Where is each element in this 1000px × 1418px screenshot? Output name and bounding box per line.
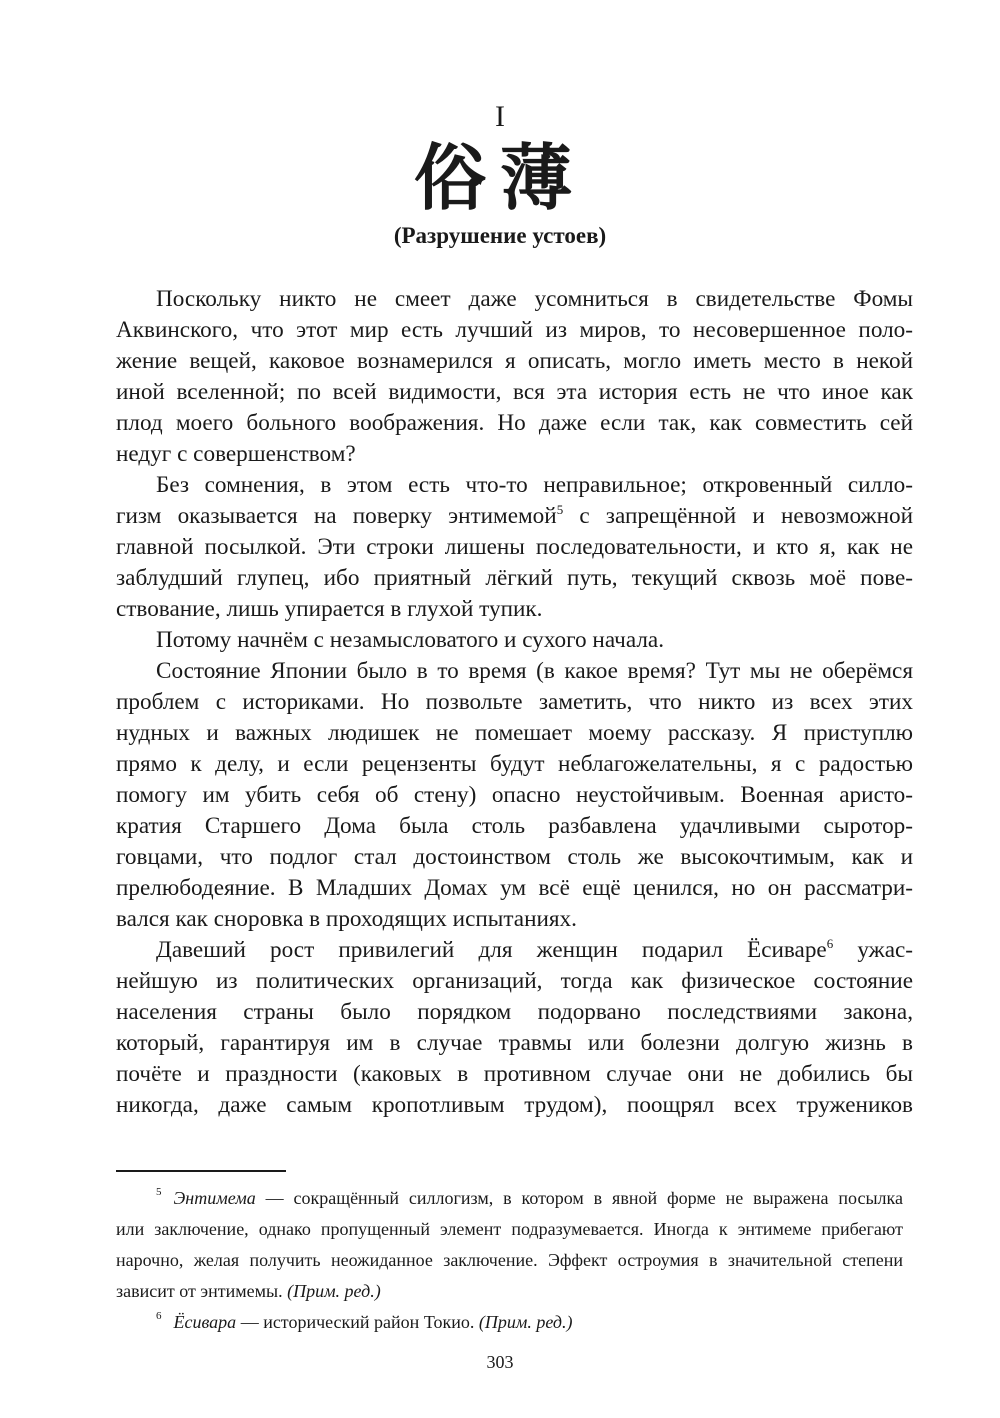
text-segment: с запрещённой и невозможной	[563, 503, 913, 529]
text-segment: Потому начнём с незамысловатого и сухого начала.	[156, 627, 664, 653]
text-line	[116, 1059, 913, 1090]
text-segment: Ёсивара	[173, 1312, 237, 1332]
text-line	[116, 718, 913, 749]
chapter-title-kanji: 俗薄	[413, 136, 586, 220]
text-segment: почёте и праздности (каковых в противном случае они не добились бы	[116, 1061, 913, 1087]
text-segment: гизм оказывается на поверку энтимемой	[116, 503, 557, 529]
text-segment: Энтимема	[173, 1188, 256, 1208]
text-line	[116, 625, 913, 656]
text-segment: говцами, что подлог стал достоинством столь же высокочтимым, как и	[116, 844, 913, 870]
text-segment: плод моего больного воображения. Но даже если так, как совместить сей	[116, 410, 913, 436]
footnote-divider	[116, 1170, 286, 1172]
text-segment: проблем с историками. Но позвольте заметить, что никто из всех этих	[116, 689, 913, 715]
text-line	[116, 811, 913, 842]
footnote	[116, 1183, 903, 1307]
paragraph	[116, 284, 913, 470]
text-segment: нудных и важных людишек не помешает моему рассказу. Я приступлю	[116, 720, 913, 746]
text-segment: или заключение, однако пропущенный элемент подразумевается. Иногда к энтимеме прибегают	[116, 1219, 903, 1239]
text-segment: Давеший рост привилегий для женщин подарил Ёсиваре	[156, 937, 827, 963]
text-segment: — сокращённый силлогизм, в котором в явной форме не выражена посылка	[255, 1188, 903, 1208]
text-line	[116, 842, 913, 873]
text-line	[116, 966, 913, 997]
text-line	[116, 532, 913, 563]
text-line	[116, 377, 913, 408]
text-segment: прямо к делу, и если рецензенты будут неблагожелательны, я с радостью	[116, 751, 913, 777]
footnote	[116, 1307, 903, 1338]
text-line	[116, 1028, 913, 1059]
text-segment: Без сомнения, в этом есть что-то неправильное; откровенный силло-	[156, 472, 913, 498]
footnotes	[116, 1183, 903, 1338]
text-segment: (Прим. ред.)	[478, 1312, 573, 1332]
text-segment: главной посылкой. Эти строки лишены последовательности, и кто я, как не	[116, 534, 913, 560]
text-line	[116, 346, 913, 377]
text-segment: Аквинского, что этот мир есть лучший из миров, то несовершенное поло-	[116, 317, 913, 343]
text-segment: нарочно, желая получить неожиданное заключение. Эффект остроумия в значительной степени	[116, 1250, 903, 1270]
text-line	[116, 408, 913, 439]
body-text	[116, 284, 913, 1121]
text-line	[116, 749, 913, 780]
page-number: 303	[486, 1352, 514, 1372]
text-line	[116, 315, 913, 346]
text-line	[116, 1183, 903, 1214]
text-line	[116, 687, 913, 718]
text-segment: вался как сноровка в проходящих испытаниях.	[116, 906, 577, 932]
text-line	[116, 1245, 903, 1276]
text-segment: зависит от энтимемы.	[116, 1281, 288, 1301]
text-line	[116, 594, 913, 625]
text-segment: (Прим. ред.)	[287, 1281, 381, 1301]
text-line	[116, 1276, 903, 1307]
text-line	[116, 563, 913, 594]
paragraph	[116, 935, 913, 1121]
footnote-marker: 6	[156, 1310, 162, 1322]
text-segment: Состояние Японии было в то время (в какое время? Тут мы не оберёмся	[156, 658, 913, 684]
text-segment: кратия Старшего Дома была столь разбавлена удачливыми сыротор-	[116, 813, 913, 839]
text-line	[116, 439, 913, 470]
text-line	[116, 1090, 913, 1121]
text-segment: — исторический район Токио.	[236, 1312, 479, 1332]
text-segment: населения страны было порядком подорвано последствиями закона,	[116, 999, 913, 1025]
footnote-marker: 5	[556, 502, 564, 517]
text-line	[116, 1307, 903, 1338]
text-line	[116, 935, 913, 966]
text-segment: который, гарантируя им в случае травмы или болезни долгую жизнь в	[116, 1030, 913, 1056]
text-segment: прелюбодеяние. В Младших Домах ум всё ещё ценился, но он рассматри-	[116, 875, 913, 901]
text-line	[116, 904, 913, 935]
text-line	[116, 470, 913, 501]
chapter-subtitle: (Разрушение устоев)	[393, 223, 607, 248]
text-segment: жение вещей, каковое вознамерился я описать, могло иметь место в некой	[116, 348, 913, 374]
footnote-marker: 5	[156, 1186, 162, 1198]
chapter-number: I	[495, 100, 505, 133]
text-line	[116, 1214, 903, 1245]
text-line	[116, 780, 913, 811]
paragraph	[116, 470, 913, 625]
text-segment: недуг с совершенством?	[116, 441, 356, 467]
text-segment: никогда, даже самым кропотливым трудом), поощрял всех тружеников	[116, 1092, 913, 1118]
text-segment: ужас-	[833, 937, 913, 963]
text-line	[116, 501, 913, 532]
footnote-marker: 6	[826, 936, 834, 951]
text-line	[116, 656, 913, 687]
paragraph	[116, 625, 913, 656]
text-line	[116, 873, 913, 904]
text-line	[116, 284, 913, 315]
text-segment: нейшую из политических организаций, тогда как физическое состояние	[116, 968, 913, 994]
text-segment: иной вселенной; по всей видимости, вся эта история есть не что иное как	[116, 379, 913, 405]
text-segment: ствование, лишь упирается в глухой тупик.	[116, 596, 543, 622]
text-segment: помогу им убить себя об стену) опасно неустойчивым. Военная аристо-	[116, 782, 913, 808]
text-line	[116, 997, 913, 1028]
text-segment: Поскольку никто не смеет даже усомниться в свидетельстве Фомы	[156, 286, 913, 312]
paragraph	[116, 656, 913, 935]
text-segment: заблудший глупец, ибо приятный лёгкий путь, текущий сквозь моё пове-	[116, 565, 913, 591]
